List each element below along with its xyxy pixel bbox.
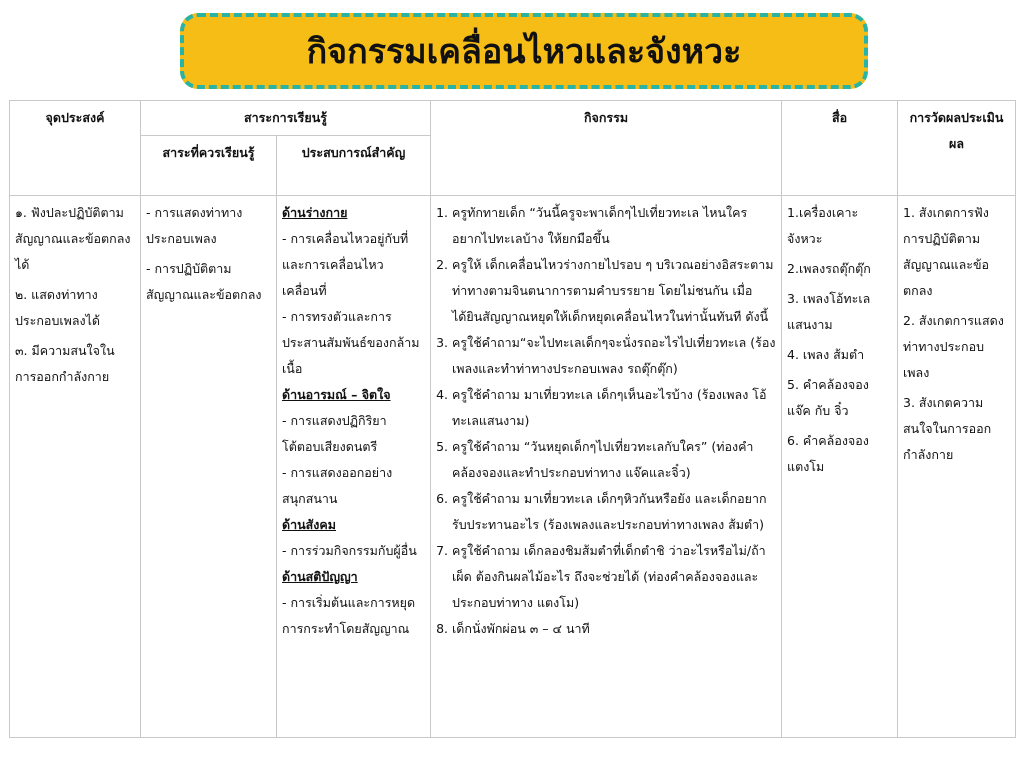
media-item: 3. เพลงโอ้ทะเลแสนงาม (787, 291, 871, 332)
experience-item: - การเริ่มต้นและการหยุดการกระทำโดยสัญญาณ (282, 595, 416, 636)
experience-item: - การร่วมกิจกรรมกับผู้อื่น (282, 543, 417, 558)
media-item: 2.เพลงรถตุ๊กตุ๊ก (787, 261, 871, 276)
header-content: สาระการเรียนรู้ (141, 101, 431, 136)
activities-cell (431, 196, 782, 738)
activity-item: 4. ครูใช้คำถาม มาเที่ยวทะเล เด็กๆเห็นอะไรบ้าง (ร้องเพลง โอ้ทะเลแสนงาม) (452, 382, 776, 434)
activity-item: 2. ครูให้ เด็กเคลื่อนไหวร่างกายไปรอบ ๆ บริเวณอย่างอิสระตามท่าทางตามจินตนาการตามคำบรรยาย โดยไม่ชนกัน เมื่อได้ยินสัญญาณหยุดให้เด็กหยุดเคลื่อนไหวในท่านั้นทันที ดังนี้ (452, 252, 776, 330)
activity-item: 6. ครูใช้คำถาม มาเที่ยวทะเล เด็กๆหิวกันหรือยัง และเด็กอยากรับประทานอะไร (ร้องเพลงและประกอบท่าทางเพลง ส้มตำ) (452, 486, 776, 538)
header-media: สื่อ (782, 101, 898, 196)
should-learn-item: - การปฏิบัติตามสัญญาณและข้อตกลง (146, 261, 262, 302)
media-item: 6. คำคล้องจอง แตงโม (787, 433, 869, 474)
activity-item: 1. ครูทักทายเด็ก “วันนี้ครูจะพาเด็กๆไปเที่ยวทะเล ไหนใครอยากไปทะเลบ้าง ให้ยกมือขึ้น (452, 200, 776, 252)
evaluation-item: 3. สังเกตความสนใจในการออกกำลังกาย (903, 395, 992, 462)
experience-heading-emotional: ด้านอารมณ์ – จิตใจ (282, 387, 391, 402)
objective-item: ๑. ฟังปละปฏิบัติตามสัญญาณและข้อตกลงได้ (15, 205, 131, 272)
media-item: 1.เครื่องเคาะจังหวะ (787, 205, 859, 246)
header-key-experiences: ประสบการณ์สำคัญ (277, 136, 431, 196)
activity-item: 7. ครูใช้คำถาม เด็กลองชิมส้มตำที่เด็กตำชิ ว่าอะไรหรือไม่/ถ้าเผ็ด ต้องกินผลไม้อะไร ถึงจะช่วยได้ (ท่องคำคล้องจองและประกอบท่าทาง แตงโม) (452, 538, 776, 616)
experience-heading-social: ด้านสังคม (282, 517, 337, 532)
evaluation-item: 2. สังเกตการแสดงท่าทางประกอบเพลง (903, 313, 1004, 380)
should-learn-cell (141, 196, 277, 738)
media-cell (782, 196, 898, 738)
experience-item: - การเคลื่อนไหวอยู่กับที่และการเคลื่อนไหวเคลื่อนที่ (282, 231, 409, 298)
header-objectives: จุดประสงค์ (10, 101, 141, 196)
activities-list (436, 200, 776, 642)
objective-item: ๓. มีความสนใจในการออกกำลังกาย (15, 343, 115, 384)
experience-item: - การแสดงปฏิกิริยาโต้ตอบเสียงดนตรี (282, 413, 387, 454)
header-activities: กิจกรรม (431, 101, 782, 196)
page-title: กิจกรรมเคลื่อนไหวและจังหวะ (306, 32, 742, 72)
objective-item: ๒. แสดงท่าทางประกอบเพลงได้ (15, 287, 101, 328)
objectives-cell (10, 196, 141, 738)
experience-heading-intellectual: ด้านสติปัญญา (282, 569, 358, 584)
activity-item: 8. เด็กนั่งพักผ่อน ๓ – ๔ นาที (452, 616, 776, 642)
experience-item: - การแสดงออกอย่างสนุกสนาน (282, 465, 393, 506)
evaluation-cell (898, 196, 1016, 738)
activity-item: 3. ครูใช้คำถาม“จะไปทะเลเด็กๆจะนั่งรถอะไรไปเที่ยวทะเล (ร้องเพลงและทำท่าทางประกอบเพลง รถตุ๊กตุ๊ก) (452, 330, 776, 382)
evaluation-item: 1. สังเกตการฟังการปฏิบัติตามสัญญาณและข้อตกลง (903, 205, 990, 298)
header-evaluation: การวัดผลประเมินผล (898, 101, 1016, 196)
header-content-should-learn: สาระที่ควรเรียนรู้ (141, 136, 277, 196)
lesson-plan-table (9, 100, 1016, 738)
activity-item: 5. ครูใช้คำถาม “วันหยุดเด็กๆไปเที่ยวทะเลกับใคร” (ท่องคำคล้องจองและทำประกอบท่าทาง แจ๊คและจิ๋ว) (452, 434, 776, 486)
media-item: 5. คำคล้องจอง แจ๊ค กับ จิ๋ว (787, 377, 869, 418)
body-row (10, 196, 1016, 738)
should-learn-item: - การแสดงท่าทางประกอบเพลง (146, 205, 243, 246)
media-item: 4. เพลง ส้มตำ (787, 347, 865, 362)
experience-item: - การทรงตัวและการประสานสัมพันธ์ของกล้ามเนื้อ (282, 309, 420, 376)
header-row-1 (10, 101, 1016, 136)
experience-heading-physical: ด้านร่างกาย (282, 205, 348, 220)
key-experiences-cell (277, 196, 431, 738)
